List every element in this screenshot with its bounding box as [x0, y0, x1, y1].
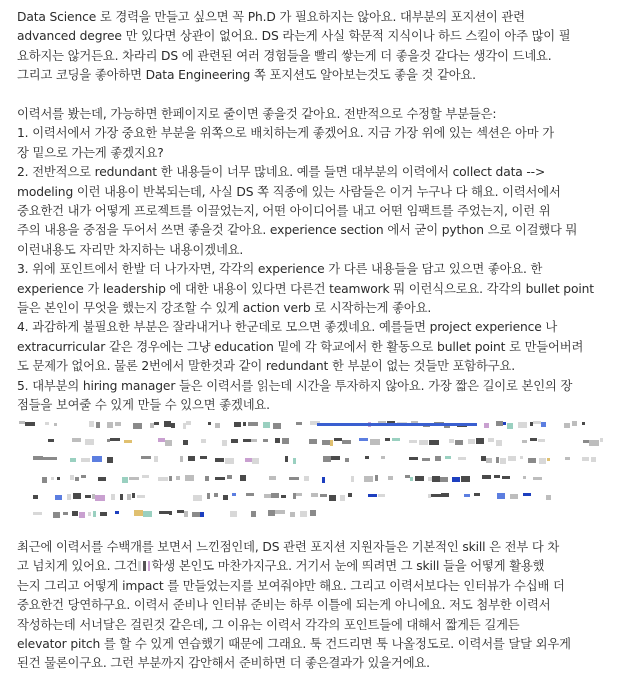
redaction-pixel [435, 456, 441, 461]
redaction-pixel [441, 493, 449, 497]
text-line: 중요한건 당연하구요. 이력서 준비나 인터뷰 준비는 하루 이틀에 되는게 아니에요. 저도 첨부한 이력서 [17, 598, 551, 613]
redaction-pixel [183, 440, 188, 445]
redaction-pixel [530, 438, 537, 441]
redaction-pixel [530, 422, 533, 426]
paragraph-gap [17, 86, 609, 105]
redaction-pixel [488, 438, 494, 442]
redaction-pixel [370, 439, 380, 445]
redaction-mosaic [17, 419, 607, 519]
redaction-pixel [500, 458, 506, 464]
redaction-pixel [392, 438, 400, 441]
text-line: 그리고 코딩을 좋아하면 Data Engineering 쪽 포지션도 알아보는것도 좋을 것 같아요. [17, 68, 476, 83]
redaction-pixel [586, 457, 589, 461]
text-line: 중요한건 내가 어떻게 프로젝트를 이끌었는지, 어떤 아이디어를 내고 어떤 임팩트를 주었는지, 이런 위 [17, 204, 551, 219]
redaction-pixel [268, 510, 275, 516]
redaction-pixel [364, 476, 373, 482]
redaction-pixel [541, 422, 546, 427]
redaction-pixel [269, 476, 276, 480]
redaction-pixel [476, 438, 484, 444]
redaction-pixel [368, 494, 377, 497]
redaction-pixel [589, 440, 599, 446]
redaction-pixel [296, 493, 302, 496]
redaction-pixel [193, 495, 202, 501]
redaction-pixel [127, 494, 131, 500]
redaction-pixel [79, 512, 85, 518]
redaction-pixel [591, 457, 596, 462]
redaction-pixel [432, 476, 440, 482]
redaction-pixel [410, 477, 413, 481]
redaction-pixel [184, 511, 188, 517]
redaction-pixel [452, 477, 460, 482]
redaction-pixel [385, 438, 390, 441]
redaction-pixel [143, 511, 152, 517]
redaction-pixel [275, 438, 280, 443]
redaction-pixel [502, 476, 510, 479]
redaction-pixel [468, 439, 475, 444]
redaction-pixel [246, 493, 254, 496]
text-line: 이런내용도 자리만 차지하는 내용이겠네요. [17, 242, 244, 257]
text-line [17, 557, 609, 576]
redaction-pixel [494, 475, 500, 478]
redaction-pixel [110, 438, 120, 441]
redaction-pixel [192, 512, 200, 517]
redaction-pixel [122, 477, 128, 483]
redaction-pixel [133, 423, 142, 429]
redaction-pixel [482, 475, 491, 479]
redaction-pixel [215, 458, 224, 462]
intro-paragraph [17, 8, 609, 86]
redaction-pixel [275, 510, 285, 514]
redaction-pixel [600, 438, 603, 442]
redaction-pixel [48, 439, 54, 442]
redaction-pixel [322, 477, 325, 483]
text-line: 5. 대부분의 hiring manager 들은 이력서를 읽는데 시간을 투자하지 않아요. 가장 짧은 길이로 본인의 장 [17, 378, 573, 393]
redaction-pixel [200, 456, 207, 459]
redaction-pixel [431, 494, 441, 497]
redaction-pixel [309, 439, 317, 444]
text-line: 된건 물론이구요. 그런 부분까지 감안해서 준비하면 더 좋은결과가 있을거에요. [17, 656, 430, 671]
redaction-pixel [539, 458, 546, 464]
redaction-pixel [129, 477, 139, 480]
redaction-pixel [271, 493, 279, 498]
redaction-pixel [53, 512, 60, 518]
redaction-pixel [208, 422, 211, 425]
redaction-pixel [296, 422, 302, 425]
redaction-pixel [422, 458, 430, 461]
redaction-pixel [330, 440, 333, 446]
redaction-pixel [533, 421, 541, 424]
redaction-pixel [214, 493, 218, 497]
text-line: 작성하는데 서너달은 걸린것 같은데, 그 이유는 이력서 각각의 포인트들에 대해서 짧게든 길게든 [17, 617, 520, 632]
redaction-pixel [169, 476, 172, 481]
redaction-pixel [137, 495, 145, 498]
redaction-pixel [445, 456, 451, 459]
redaction-pixel [215, 423, 220, 428]
redaction-pixel [440, 477, 448, 482]
redaction-pixel [100, 512, 107, 516]
text-line: 도 문제가 없어요. 물론 2번에서 말한것과 같이 redundant 한 부분이 없는 것들만 포함하구요. [17, 359, 515, 374]
redaction-pixel [342, 440, 351, 444]
redaction-pixel [107, 439, 110, 442]
redaction-pixel [19, 421, 25, 424]
redaction-pixel [227, 475, 232, 479]
redaction-pixel [88, 512, 91, 516]
text-fragment: 학생 본인도 마찬가지구요. 거기서 눈에 띄려면 그 skill 들을 어떻게 활용했 [151, 559, 545, 574]
redaction-pixel [429, 440, 439, 445]
redaction-pixel [564, 423, 570, 428]
redaction-pixel [484, 423, 489, 428]
redaction-pixel [496, 421, 503, 426]
redaction-pixel [180, 456, 183, 462]
redaction-pixel [201, 439, 206, 443]
redaction-pixel [293, 458, 296, 464]
closing-paragraph [17, 538, 609, 674]
redaction-pixel [225, 458, 234, 464]
redaction-pixel [124, 440, 132, 443]
redaction-pixel [54, 423, 57, 426]
redaction-pixel [177, 510, 184, 513]
redaction-pixel [449, 439, 454, 443]
redaction-pixel [375, 475, 378, 481]
text-line: 는지 그리고 어떻게 impact 를 만들었는지를 보여줘야만 해요. 그리고 이력서보다는 인터뷰가 수십배 더 [17, 578, 565, 593]
redaction-pixel [243, 439, 251, 442]
redaction-pixel [115, 511, 119, 514]
redaction-pixel [243, 422, 246, 426]
redaction-pixel [282, 438, 289, 444]
text-line: 들은 본인이 무엇을 했는지 강조할 수 있게 action verb 로 시작하는게 좋아요. [17, 301, 432, 316]
redaction-pixel [81, 475, 86, 478]
redaction-pixel [51, 477, 54, 480]
redaction-pixel [72, 438, 81, 442]
redaction-pixel [215, 477, 225, 480]
redaction-pixel [351, 476, 354, 482]
redaction-pixel [92, 494, 95, 499]
redaction-pixel [409, 457, 418, 460]
redaction-pixel [497, 493, 505, 499]
redaction-pixel [464, 494, 470, 497]
redaction-pixel [111, 494, 115, 500]
resume-feedback-paragraph [17, 105, 609, 416]
redaction-pixel [171, 423, 175, 428]
inline-redaction [138, 561, 152, 571]
redaction-pixel [323, 456, 331, 462]
redaction-pixel [503, 422, 506, 425]
redaction-pixel [507, 423, 513, 429]
redaction-pixel [70, 475, 74, 480]
redaction-pixel [205, 476, 209, 481]
redaction-pixel [115, 422, 121, 426]
redaction-pixel [223, 495, 228, 500]
redaction-pixel [165, 440, 172, 446]
redaction-pixel [207, 493, 210, 499]
redaction-pixel [359, 438, 368, 441]
redaction-pixel [510, 494, 518, 499]
redaction-pixel [120, 494, 123, 500]
redaction-pixel [132, 493, 135, 498]
redaction-pixel [230, 511, 237, 517]
redaction-pixel [310, 510, 316, 516]
redaction-pixel [158, 477, 168, 481]
redaction-pixel [183, 423, 186, 429]
redaction-pixel [518, 422, 527, 428]
message-body [17, 8, 609, 416]
redaction-pixel [33, 495, 38, 499]
redaction-pixel [134, 510, 143, 516]
redaction-pixel [461, 476, 470, 482]
redaction-pixel [42, 477, 47, 483]
redaction-pixel [33, 512, 42, 515]
redaction-pixel [159, 511, 169, 514]
redaction-pixel [290, 512, 295, 517]
redaction-pixel [164, 421, 171, 427]
text-line: 주의 내용을 중점을 두어서 쓰면 좋을것 같아요. experience section 에서 굳이 python 으로 이걸했다 뭐 [17, 223, 578, 238]
redaction-pixel [186, 421, 191, 425]
redaction-pixel [546, 495, 551, 500]
redaction-pixel [231, 439, 238, 443]
redaction-pixel [486, 458, 492, 463]
redaction-pixel [169, 511, 172, 515]
redaction-pixel [75, 477, 79, 481]
text-line: extracurricular 같은 경우에는 그냥 education 밑에 각 학교에서 한 활동으로 bullet point 로 만들어버려 [17, 339, 584, 354]
redaction-pixel [70, 458, 76, 462]
redaction-pixel [348, 493, 352, 497]
redaction-pixel [281, 495, 286, 498]
redaction-pixel [528, 458, 536, 463]
redaction-pixel [496, 440, 502, 446]
redaction-pixel [150, 423, 154, 428]
redaction-pixel [409, 440, 417, 443]
redaction-pixel [185, 475, 194, 481]
redaction-pixel [405, 475, 410, 478]
redaction-pixel [381, 456, 385, 459]
redaction-pixel [107, 422, 113, 428]
redaction-pixel [582, 457, 586, 461]
text-line: modeling 이런 내용이 반복되는데, 사실 DS 쪽 직종에 있는 사람들은 이거 누구나 다 해요. 이력서에서 [17, 184, 561, 199]
redaction-pixel [388, 476, 393, 480]
text-line: elevator pitch 를 할 수 있게 연습했기 때문에 그래요. 툭 건드리면 툭 나올정도로. 이력서를 달달 외우게 [17, 637, 571, 652]
redaction-pixel [45, 422, 49, 425]
redaction-pixel [25, 422, 35, 426]
redaction-pixel [582, 422, 585, 425]
redaction-pixel [95, 495, 105, 501]
redaction-pixel [176, 476, 180, 480]
text-line: 이력서를 봤는데, 가능하면 한페이지로 줄이면 좋을것 같아요. 전반적으로 수정할 부분들은: [17, 107, 497, 122]
redaction-pixel [234, 422, 241, 427]
redaction-pixel [43, 457, 49, 460]
redaction-pixel [496, 457, 499, 463]
redaction-pixel [378, 494, 385, 497]
text-line: 장 밑으로 가는게 좋겠지요? [17, 145, 164, 160]
redaction-pixel [251, 439, 257, 442]
redaction-pixel [263, 422, 270, 428]
redaction-pixel [334, 438, 342, 441]
redaction-pixel [93, 511, 96, 517]
redaction-pixel [63, 512, 68, 515]
redaction-pixel [583, 440, 589, 443]
redaction-pixel [154, 422, 159, 425]
redaction-pixel [273, 423, 281, 429]
redaction-pixel [340, 495, 345, 501]
redaction-pixel [33, 456, 43, 460]
redaction-pixel [304, 476, 309, 481]
redaction-pixel [547, 458, 550, 461]
redaction-pixel [285, 456, 288, 462]
redaction-pixel [428, 494, 431, 498]
redaction-pixel [320, 494, 327, 497]
redaction-pixel [55, 495, 62, 500]
redaction-pixel [154, 456, 158, 462]
text-line: 2. 전반적으로 redundant 한 내용들이 너무 많네요. 예를 들면 대부분의 이력에서 collect data --> [17, 165, 546, 180]
redaction-pixel [522, 440, 527, 443]
text-line: 3. 위에 포인트에서 한발 더 나가자면, 각각의 experience 가 다른 내용들을 담고 있으면 좋아요. 한 [17, 262, 543, 277]
redaction-pixel [73, 493, 81, 499]
redaction-pixel [331, 456, 340, 460]
redaction-pixel [419, 440, 428, 445]
redaction-pixel [98, 477, 106, 481]
redaction-pixel [523, 476, 526, 479]
redaction-pixel [81, 458, 90, 462]
redaction-pixel [252, 458, 259, 464]
redaction-pixel [141, 456, 151, 459]
redaction-pixel [572, 421, 577, 426]
redaction-pixel [142, 475, 149, 478]
redaction-pixel [415, 476, 424, 481]
text-line: 1. 이력서에서 가장 중요한 부분을 위쪽으로 배치하는게 좋겠어요. 지금 가장 위에 있는 섹션은 아마 가 [17, 126, 554, 141]
redaction-pixel [523, 493, 531, 496]
redaction-pixel [322, 440, 330, 445]
redaction-pixel [533, 477, 542, 480]
redaction-pixel [458, 457, 466, 460]
redaction-pixel [85, 495, 91, 498]
redaction-pixel [329, 495, 336, 501]
text-line: Data Science 로 경력을 만들고 싶으면 꼭 Ph.D 가 필요하지는 않아요. 대부분의 포지션이 관련 [17, 10, 525, 24]
redaction-pixel [200, 512, 204, 517]
redaction-pixel [96, 422, 100, 428]
redaction-pixel [300, 511, 307, 517]
text-line: 4. 과감하게 불필요한 부분은 잘라내거나 한군데로 모으면 좋겠네요. 예를들면 project experience 나 [17, 320, 558, 335]
redaction-pixel [232, 493, 236, 496]
redaction-pixel [85, 439, 94, 445]
redaction-pixel [57, 477, 60, 480]
redaction-pixel [240, 475, 246, 481]
redaction-pixel [92, 456, 102, 462]
redaction-pixel [481, 456, 486, 461]
redaction-pixel [222, 440, 227, 446]
redaction-pixel [107, 457, 113, 463]
redaction-pixel [538, 439, 545, 442]
redaction-pixel [428, 477, 432, 481]
redaction-pixel [248, 422, 258, 426]
pixelated-redaction [17, 419, 607, 519]
redaction-pixel [67, 494, 71, 500]
redaction-pixel [311, 493, 318, 497]
redaction-pixel [317, 423, 477, 426]
redaction-pixel [520, 456, 523, 459]
text-line: advanced degree 만 있다면 상관이 없어요. DS 라는게 사실 학문적 지식이나 하드 스킬이 아주 많이 필 [17, 29, 571, 44]
redaction-pixel [474, 493, 480, 496]
redaction-pixel [245, 458, 252, 462]
redaction-pixel [365, 456, 369, 459]
text-line: 요하지는 않거든요. 차라리 DS 에 관련된 여러 경험들을 빨리 쌓는게 더 좋을것 같다는 생각이 드네요. [17, 48, 552, 63]
redaction-pixel [72, 511, 78, 516]
redaction-pixel [158, 438, 165, 442]
redaction-pixel [188, 456, 195, 461]
text-fragment: 고 넘치게 있어요. 그건 [17, 559, 138, 574]
redaction-pixel [289, 477, 299, 480]
redaction-pixel [565, 457, 570, 460]
redaction-pixel [263, 439, 268, 442]
redaction-pixel [264, 494, 271, 498]
text-line: 최근에 이력서를 수백개를 보면서 느낀점인데, DS 관련 포지션 지원자들은 기본적인 skill 은 전부 다 차 [17, 540, 560, 554]
text-line: experience 가 leadership 에 대한 내용이 있다면 다른건 teamwork 뭐 이런식으로요. 각각의 bullet point [17, 281, 594, 296]
redaction-pixel [455, 440, 463, 445]
text-line: 점들을 보여줄 수 있게 만들 수 있으면 좋겠네요. [17, 398, 270, 413]
redaction-pixel [508, 456, 516, 461]
redaction-pixel [49, 457, 57, 460]
redaction-pixel [293, 493, 296, 499]
redaction-pixel [345, 458, 349, 462]
redaction-pixel [89, 421, 94, 427]
redaction-pixel [251, 511, 256, 517]
